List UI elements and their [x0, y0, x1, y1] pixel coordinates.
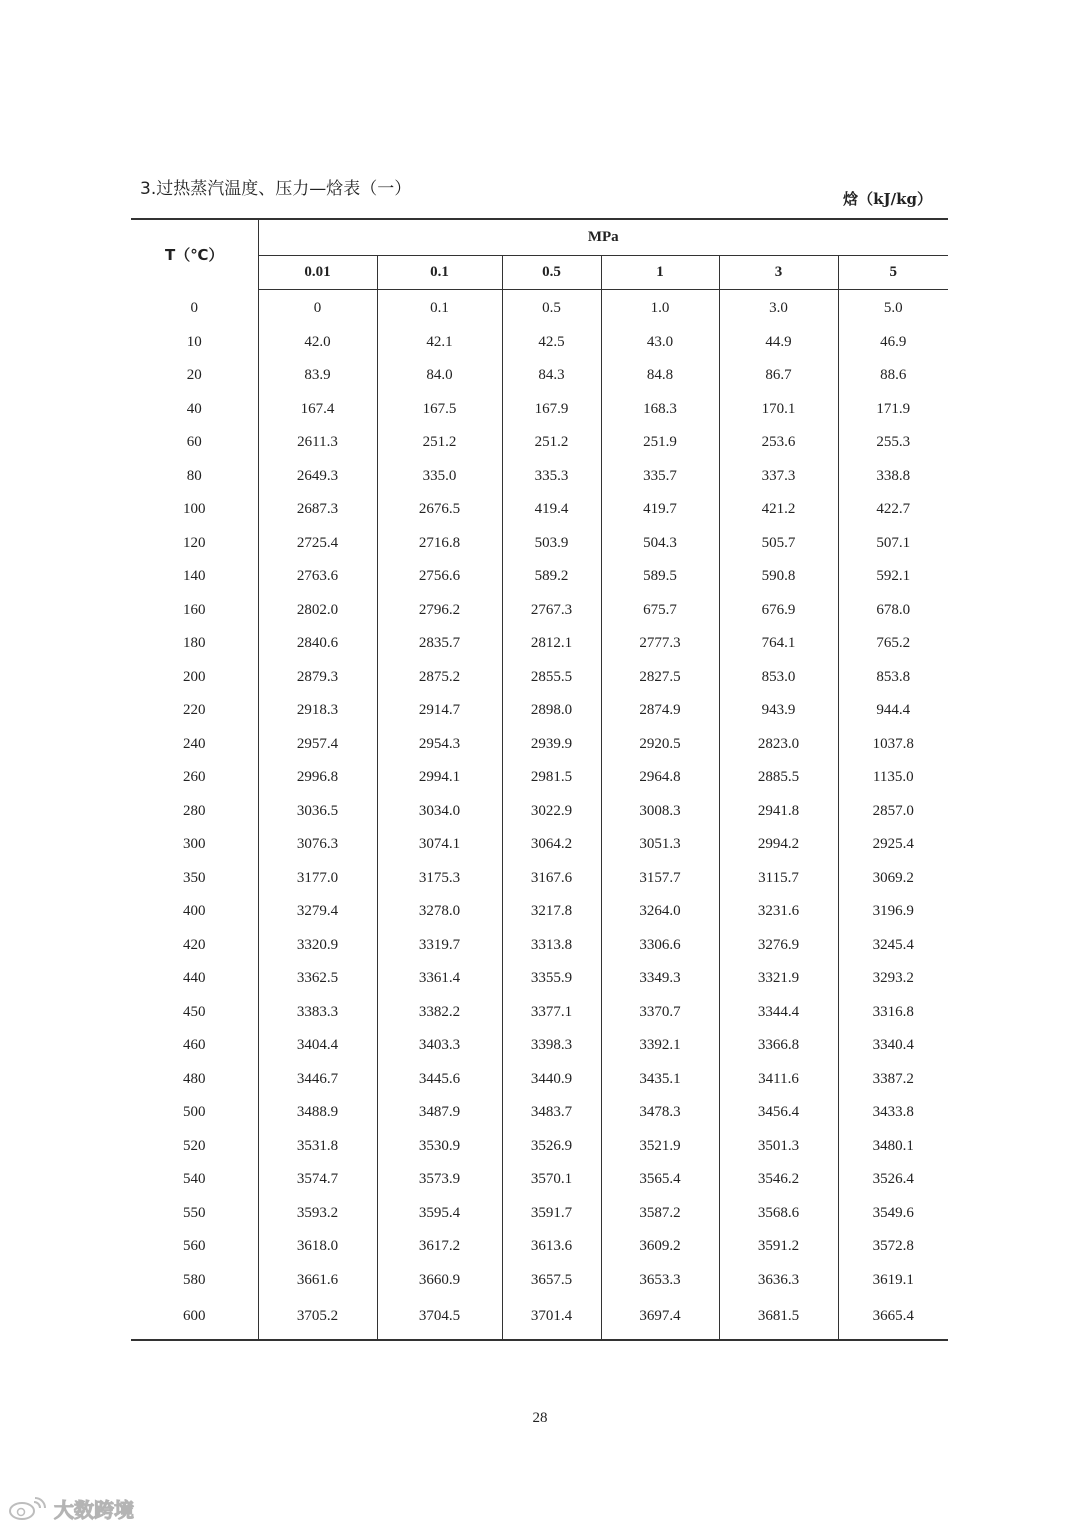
- enthalpy-cell: 86.7: [719, 359, 838, 393]
- enthalpy-cell: 42.5: [502, 326, 601, 360]
- enthalpy-cell: 3008.3: [601, 795, 719, 829]
- table-row: [131, 862, 948, 896]
- enthalpy-cell: 765.2: [838, 627, 948, 661]
- enthalpy-cell: 3661.6: [258, 1264, 377, 1298]
- enthalpy-cell: 3293.2: [838, 962, 948, 996]
- enthalpy-cell: 3349.3: [601, 962, 719, 996]
- enthalpy-cell: 3574.7: [258, 1163, 377, 1197]
- enthalpy-cell: 3157.7: [601, 862, 719, 896]
- enthalpy-cell: 3398.3: [502, 1029, 601, 1063]
- enthalpy-cell: 335.7: [601, 460, 719, 494]
- enthalpy-cell: 421.2: [719, 493, 838, 527]
- enthalpy-cell: 2676.5: [377, 493, 502, 527]
- enthalpy-cell: 3660.9: [377, 1264, 502, 1298]
- enthalpy-cell: 2939.9: [502, 728, 601, 762]
- enthalpy-cell: 590.8: [719, 560, 838, 594]
- enthalpy-cell: 84.0: [377, 359, 502, 393]
- enthalpy-cell: 3279.4: [258, 895, 377, 929]
- enthalpy-cell: 2756.6: [377, 560, 502, 594]
- table-row: [131, 828, 948, 862]
- enthalpy-cell: 3440.9: [502, 1063, 601, 1097]
- table-row: [131, 728, 948, 762]
- enthalpy-cell: 3665.4: [838, 1297, 948, 1340]
- enthalpy-cell: 764.1: [719, 627, 838, 661]
- enthalpy-cell: 2914.7: [377, 694, 502, 728]
- enthalpy-cell: 88.6: [838, 359, 948, 393]
- table-row: [131, 393, 948, 427]
- enthalpy-cell: 3705.2: [258, 1297, 377, 1340]
- weibo-logo-icon: [8, 1496, 48, 1522]
- enthalpy-cell: 1135.0: [838, 761, 948, 795]
- enthalpy-cell: 3217.8: [502, 895, 601, 929]
- table-row: [131, 1130, 948, 1164]
- table-row: [131, 661, 948, 695]
- enthalpy-cell: 3051.3: [601, 828, 719, 862]
- enthalpy-cell: 3320.9: [258, 929, 377, 963]
- enthalpy-cell: 675.7: [601, 594, 719, 628]
- enthalpy-cell: 3530.9: [377, 1130, 502, 1164]
- enthalpy-cell: 3278.0: [377, 895, 502, 929]
- enthalpy-cell: 2716.8: [377, 527, 502, 561]
- enthalpy-cell: 2964.8: [601, 761, 719, 795]
- enthalpy-cell: 3526.4: [838, 1163, 948, 1197]
- enthalpy-cell: 3392.1: [601, 1029, 719, 1063]
- enthalpy-cell: 3570.1: [502, 1163, 601, 1197]
- enthalpy-cell: 507.1: [838, 527, 948, 561]
- temperature-cell: 200: [183, 668, 206, 685]
- enthalpy-cell: 43.0: [601, 326, 719, 360]
- enthalpy-cell: 3613.6: [502, 1230, 601, 1264]
- enthalpy-cell: 337.3: [719, 460, 838, 494]
- enthalpy-cell: 3681.5: [719, 1297, 838, 1340]
- enthalpy-cell: 44.9: [719, 326, 838, 360]
- enthalpy-cell: 3573.9: [377, 1163, 502, 1197]
- table-row: [131, 962, 948, 996]
- temperature-cell: 540: [183, 1171, 206, 1188]
- temperature-cell: 120: [183, 534, 206, 551]
- temperature-cell: 280: [183, 802, 206, 819]
- enthalpy-cell: 3480.1: [838, 1130, 948, 1164]
- table-row: [131, 493, 948, 527]
- temperature-cell: 80: [186, 467, 202, 484]
- temperature-cell: 220: [183, 702, 206, 719]
- enthalpy-cell: 3531.8: [258, 1130, 377, 1164]
- table-row: [131, 1029, 948, 1063]
- temperature-cell: 180: [183, 635, 206, 652]
- temperature-cell: 20: [186, 367, 202, 384]
- temperature-cell: 500: [183, 1104, 206, 1121]
- enthalpy-cell: 3403.3: [377, 1029, 502, 1063]
- enthalpy-cell: 3361.4: [377, 962, 502, 996]
- enthalpy-cell: 589.5: [601, 560, 719, 594]
- enthalpy-cell: 1037.8: [838, 728, 948, 762]
- enthalpy-cell: 504.3: [601, 527, 719, 561]
- table-row: [131, 359, 948, 393]
- enthalpy-cell: 2687.3: [258, 493, 377, 527]
- enthalpy-cell: 3446.7: [258, 1063, 377, 1097]
- enthalpy-cell: 2777.3: [601, 627, 719, 661]
- enthalpy-cell: 3383.3: [258, 996, 377, 1030]
- enthalpy-cell: 3377.1: [502, 996, 601, 1030]
- enthalpy-cell: 505.7: [719, 527, 838, 561]
- page-number: 28: [532, 1410, 548, 1426]
- table-row: [131, 929, 948, 963]
- enthalpy-cell: 3321.9: [719, 962, 838, 996]
- enthalpy-cell: 3382.2: [377, 996, 502, 1030]
- enthalpy-cell: 3387.2: [838, 1063, 948, 1097]
- enthalpy-cell: 3.0: [719, 290, 838, 326]
- temperature-cell: 260: [183, 769, 206, 786]
- enthalpy-cell: 255.3: [838, 426, 948, 460]
- enthalpy-cell: 3617.2: [377, 1230, 502, 1264]
- temperature-cell: 0: [190, 300, 198, 316]
- enthalpy-cell: 2812.1: [502, 627, 601, 661]
- enthalpy-cell: 171.9: [838, 393, 948, 427]
- enthalpy-cell: 3591.7: [502, 1197, 601, 1231]
- enthalpy-cell: 3076.3: [258, 828, 377, 862]
- enthalpy-cell: 2885.5: [719, 761, 838, 795]
- table-row: [131, 1297, 948, 1340]
- enthalpy-cell: 3618.0: [258, 1230, 377, 1264]
- enthalpy-cell: 335.3: [502, 460, 601, 494]
- enthalpy-cell: 3526.9: [502, 1130, 601, 1164]
- table-row: [131, 1264, 948, 1298]
- enthalpy-cell: 589.2: [502, 560, 601, 594]
- table-row: [131, 895, 948, 929]
- enthalpy-cell: 3069.2: [838, 862, 948, 896]
- enthalpy-cell: 83.9: [258, 359, 377, 393]
- enthalpy-cell: 3231.6: [719, 895, 838, 929]
- temperature-cell: 560: [183, 1238, 206, 1255]
- pressure-col-header: 0.1: [377, 256, 502, 290]
- enthalpy-cell: 0.1: [377, 290, 502, 326]
- enthalpy-cell: 2981.5: [502, 761, 601, 795]
- table-row: [131, 1163, 948, 1197]
- enthalpy-cell: 84.8: [601, 359, 719, 393]
- temperature-cell: 350: [183, 869, 206, 886]
- enthalpy-cell: 3595.4: [377, 1197, 502, 1231]
- table-row: [131, 1197, 948, 1231]
- pressure-header: MPa: [258, 219, 948, 256]
- enthalpy-cell: 2918.3: [258, 694, 377, 728]
- enthalpy-cell: 2767.3: [502, 594, 601, 628]
- enthalpy-cell: 338.8: [838, 460, 948, 494]
- enthalpy-cell: 251.2: [377, 426, 502, 460]
- enthalpy-cell: 3456.4: [719, 1096, 838, 1130]
- unit-label: 焓（kJ/kg）: [843, 190, 932, 208]
- table-row: [131, 1063, 948, 1097]
- enthalpy-cell: 3487.9: [377, 1096, 502, 1130]
- table-row: [131, 1096, 948, 1130]
- enthalpy-cell: 2994.1: [377, 761, 502, 795]
- enthalpy-cell: 3370.7: [601, 996, 719, 1030]
- enthalpy-cell: 3657.5: [502, 1264, 601, 1298]
- temperature-header: T（℃）: [165, 246, 224, 265]
- temperature-cell: 580: [183, 1271, 206, 1288]
- temperature-cell: 40: [186, 400, 202, 417]
- temperature-cell: 480: [183, 1070, 206, 1087]
- enthalpy-cell: 3435.1: [601, 1063, 719, 1097]
- enthalpy-cell: 3697.4: [601, 1297, 719, 1340]
- enthalpy-cell: 3196.9: [838, 895, 948, 929]
- enthalpy-cell: 3478.3: [601, 1096, 719, 1130]
- enthalpy-cell: 2994.2: [719, 828, 838, 862]
- enthalpy-cell: 3306.6: [601, 929, 719, 963]
- table-row: [131, 326, 948, 360]
- enthalpy-cell: 943.9: [719, 694, 838, 728]
- enthalpy-cell: 3521.9: [601, 1130, 719, 1164]
- temperature-cell: 100: [183, 501, 206, 518]
- enthalpy-cell: 3362.5: [258, 962, 377, 996]
- enthalpy-cell: 3445.6: [377, 1063, 502, 1097]
- temperature-cell: 10: [186, 333, 202, 350]
- enthalpy-cell: 3319.7: [377, 929, 502, 963]
- enthalpy-cell: 335.0: [377, 460, 502, 494]
- pressure-col-header: 5: [838, 256, 948, 290]
- enthalpy-cell: 251.2: [502, 426, 601, 460]
- enthalpy-cell: 2763.6: [258, 560, 377, 594]
- enthalpy-cell: 2925.4: [838, 828, 948, 862]
- enthalpy-cell: 2957.4: [258, 728, 377, 762]
- enthalpy-cell: 251.9: [601, 426, 719, 460]
- enthalpy-cell: 3074.1: [377, 828, 502, 862]
- enthalpy-cell: 3167.6: [502, 862, 601, 896]
- enthalpy-cell: 3175.3: [377, 862, 502, 896]
- pressure-col-header: 0.5: [502, 256, 601, 290]
- temperature-cell: 400: [183, 903, 206, 920]
- table-row: [131, 527, 948, 561]
- enthalpy-cell: 3276.9: [719, 929, 838, 963]
- enthalpy-table: [131, 218, 948, 1341]
- enthalpy-cell: 3411.6: [719, 1063, 838, 1097]
- enthalpy-cell: 84.3: [502, 359, 601, 393]
- temperature-cell: 240: [183, 735, 206, 752]
- temperature-cell: 520: [183, 1137, 206, 1154]
- enthalpy-cell: 3264.0: [601, 895, 719, 929]
- enthalpy-cell: 3245.4: [838, 929, 948, 963]
- enthalpy-cell: 3488.9: [258, 1096, 377, 1130]
- enthalpy-cell: 3568.6: [719, 1197, 838, 1231]
- enthalpy-cell: 2898.0: [502, 694, 601, 728]
- enthalpy-cell: 168.3: [601, 393, 719, 427]
- enthalpy-cell: 3064.2: [502, 828, 601, 862]
- enthalpy-cell: 2725.4: [258, 527, 377, 561]
- enthalpy-cell: 3340.4: [838, 1029, 948, 1063]
- table-row: [131, 560, 948, 594]
- table-row: [131, 426, 948, 460]
- enthalpy-cell: 3572.8: [838, 1230, 948, 1264]
- enthalpy-cell: 3593.2: [258, 1197, 377, 1231]
- enthalpy-cell: 3355.9: [502, 962, 601, 996]
- enthalpy-cell: 2835.7: [377, 627, 502, 661]
- enthalpy-cell: 2855.5: [502, 661, 601, 695]
- enthalpy-cell: 167.5: [377, 393, 502, 427]
- enthalpy-cell: 2840.6: [258, 627, 377, 661]
- enthalpy-cell: 2857.0: [838, 795, 948, 829]
- enthalpy-cell: 5.0: [838, 290, 948, 326]
- enthalpy-cell: 853.0: [719, 661, 838, 695]
- temperature-cell: 140: [183, 568, 206, 585]
- enthalpy-cell: 3701.4: [502, 1297, 601, 1340]
- pressure-col-header: 1: [601, 256, 719, 290]
- enthalpy-cell: 3549.6: [838, 1197, 948, 1231]
- enthalpy-cell: 3587.2: [601, 1197, 719, 1231]
- table-row: [131, 290, 948, 326]
- enthalpy-cell: 3565.4: [601, 1163, 719, 1197]
- enthalpy-cell: 167.4: [258, 393, 377, 427]
- enthalpy-cell: 2827.5: [601, 661, 719, 695]
- enthalpy-cell: 42.1: [377, 326, 502, 360]
- enthalpy-cell: 2875.2: [377, 661, 502, 695]
- table-row: [131, 594, 948, 628]
- enthalpy-cell: 2823.0: [719, 728, 838, 762]
- temperature-cell: 460: [183, 1037, 206, 1054]
- enthalpy-cell: 592.1: [838, 560, 948, 594]
- table-row: [131, 627, 948, 661]
- page-title: 3.过热蒸汽温度、压力—焓表（一）: [140, 179, 412, 199]
- enthalpy-cell: 170.1: [719, 393, 838, 427]
- enthalpy-cell: 676.9: [719, 594, 838, 628]
- enthalpy-cell: 3433.8: [838, 1096, 948, 1130]
- pressure-col-header: 3: [719, 256, 838, 290]
- enthalpy-cell: 3313.8: [502, 929, 601, 963]
- enthalpy-cell: 2941.8: [719, 795, 838, 829]
- enthalpy-cell: 3636.3: [719, 1264, 838, 1298]
- enthalpy-cell: 3591.2: [719, 1230, 838, 1264]
- enthalpy-cell: 0: [258, 290, 377, 326]
- enthalpy-cell: 3609.2: [601, 1230, 719, 1264]
- enthalpy-cell: 46.9: [838, 326, 948, 360]
- enthalpy-cell: 3483.7: [502, 1096, 601, 1130]
- temperature-cell: 440: [183, 970, 206, 987]
- enthalpy-cell: 2796.2: [377, 594, 502, 628]
- table-row: [131, 1230, 948, 1264]
- enthalpy-cell: 3404.4: [258, 1029, 377, 1063]
- table-row: [131, 996, 948, 1030]
- watermark: [8, 1494, 134, 1523]
- enthalpy-cell: 853.8: [838, 661, 948, 695]
- enthalpy-cell: 0.5: [502, 290, 601, 326]
- enthalpy-cell: 42.0: [258, 326, 377, 360]
- enthalpy-cell: 3344.4: [719, 996, 838, 1030]
- enthalpy-cell: 3619.1: [838, 1264, 948, 1298]
- enthalpy-cell: 944.4: [838, 694, 948, 728]
- temperature-cell: 550: [183, 1204, 206, 1221]
- enthalpy-cell: 3316.8: [838, 996, 948, 1030]
- enthalpy-cell: 3366.8: [719, 1029, 838, 1063]
- enthalpy-cell: 2802.0: [258, 594, 377, 628]
- enthalpy-cell: 3115.7: [719, 862, 838, 896]
- enthalpy-cell: 2874.9: [601, 694, 719, 728]
- enthalpy-cell: 3501.3: [719, 1130, 838, 1164]
- table-row: [131, 460, 948, 494]
- temperature-cell: 160: [183, 601, 206, 618]
- table-row: [131, 795, 948, 829]
- enthalpy-cell: 167.9: [502, 393, 601, 427]
- enthalpy-cell: 2996.8: [258, 761, 377, 795]
- temperature-cell: 600: [183, 1307, 206, 1324]
- table-row: [131, 761, 948, 795]
- enthalpy-cell: 3653.3: [601, 1264, 719, 1298]
- enthalpy-cell: 3036.5: [258, 795, 377, 829]
- enthalpy-cell: 3546.2: [719, 1163, 838, 1197]
- table-row: [131, 694, 948, 728]
- enthalpy-cell: 422.7: [838, 493, 948, 527]
- temperature-cell: 60: [186, 434, 202, 451]
- enthalpy-cell: 2879.3: [258, 661, 377, 695]
- enthalpy-cell: 419.7: [601, 493, 719, 527]
- enthalpy-cell: 3177.0: [258, 862, 377, 896]
- temperature-cell: 300: [183, 836, 206, 853]
- enthalpy-cell: 3704.5: [377, 1297, 502, 1340]
- enthalpy-cell: 2954.3: [377, 728, 502, 762]
- enthalpy-cell: 419.4: [502, 493, 601, 527]
- watermark-text: 大数跨境: [54, 1498, 134, 1522]
- enthalpy-cell: 3034.0: [377, 795, 502, 829]
- enthalpy-cell: 2649.3: [258, 460, 377, 494]
- pressure-col-header: 0.01: [258, 256, 377, 290]
- temperature-cell: 450: [183, 1003, 206, 1020]
- enthalpy-cell: 678.0: [838, 594, 948, 628]
- enthalpy-cell: 1.0: [601, 290, 719, 326]
- enthalpy-cell: 253.6: [719, 426, 838, 460]
- enthalpy-cell: 2920.5: [601, 728, 719, 762]
- enthalpy-cell: 503.9: [502, 527, 601, 561]
- enthalpy-cell: 3022.9: [502, 795, 601, 829]
- enthalpy-cell: 2611.3: [258, 426, 377, 460]
- temperature-cell: 420: [183, 936, 206, 953]
